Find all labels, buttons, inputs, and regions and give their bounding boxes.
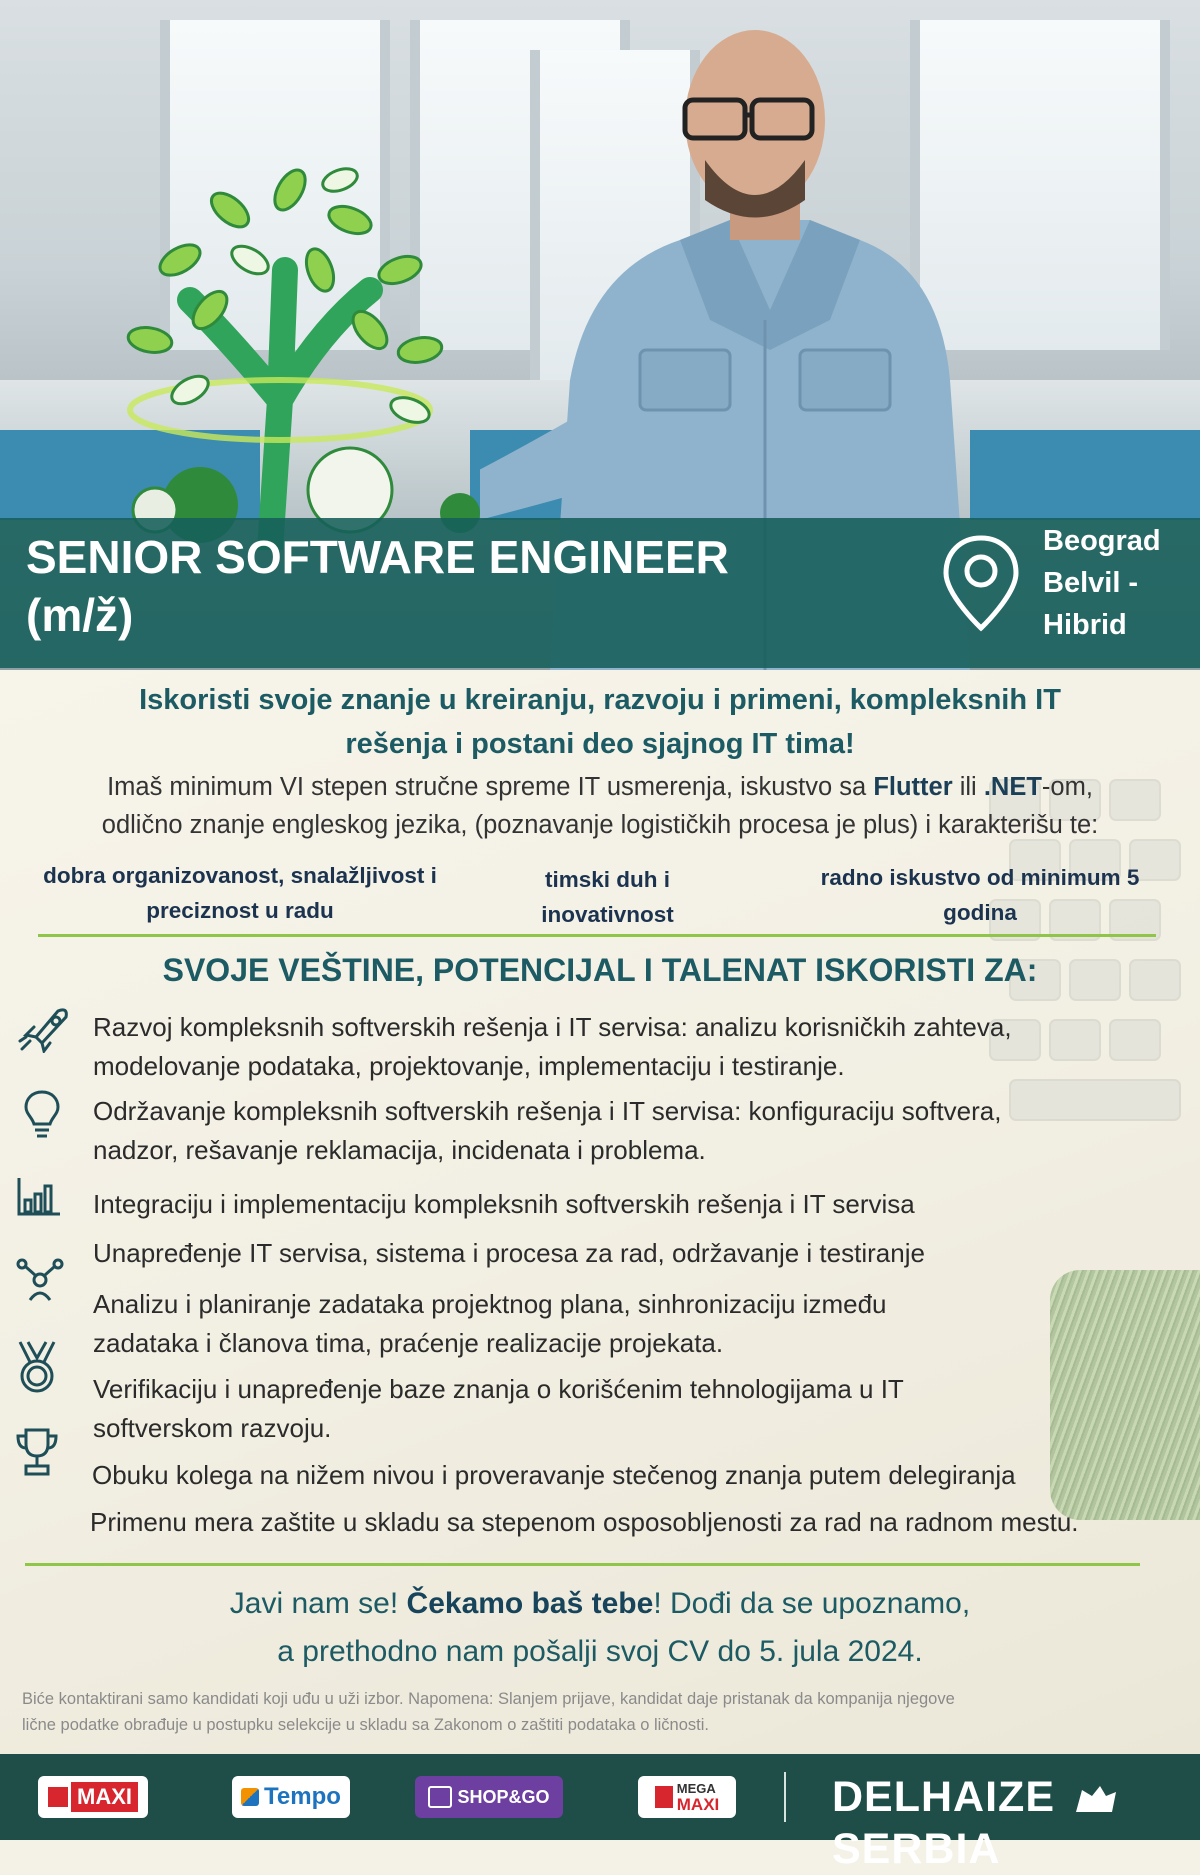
job-title-line2: (m/ž) xyxy=(26,589,134,641)
duty-line2: zadataka i članova tima, praćenje realizacije projekata. xyxy=(93,1328,724,1358)
location-pin-icon xyxy=(940,533,1022,633)
trait-line2: preciznost u radu xyxy=(146,898,334,923)
duty-line1: Razvoj kompleksnih softverskih rešenja i IT servisa: analizu korisničkih zahteva, xyxy=(93,1012,1012,1042)
intro-line1 xyxy=(20,768,1180,806)
mega-maxi-logo xyxy=(638,1776,736,1818)
delhaize-serbia-logo xyxy=(832,1771,1200,1875)
bar-chart-icon xyxy=(16,1176,62,1218)
maxi-logo-text: MAXI xyxy=(676,1795,720,1814)
trait-organization xyxy=(10,858,470,928)
note-line1: Biće kontaktirani samo kandidati koji uđu u uži izbor. Napomena: Slanjem prijave, kandidat daje pristanak da kompanija njegove xyxy=(22,1690,955,1708)
trophy-icon xyxy=(14,1426,60,1478)
trait-line1: dobra organizovanost, snalažljivost i xyxy=(43,863,437,888)
intro-part2: ili xyxy=(952,773,984,801)
duty-item-7 xyxy=(92,1456,1016,1495)
cta-line2: a prethodno nam pošalji svoj CV do 5. jula 2024. xyxy=(277,1635,923,1668)
lightbulb-icon xyxy=(22,1088,62,1140)
rocket-icon xyxy=(18,1003,72,1053)
location-line3: Hibrid xyxy=(1043,609,1127,641)
duty-item-4 xyxy=(93,1234,925,1273)
duty-line1: Verifikaciju i unapređenje baze znanja o korišćenim tehnologijama u IT xyxy=(93,1374,904,1404)
cta-bold: Čekamo baš tebe xyxy=(406,1587,654,1620)
trait-line1: timski duh i xyxy=(544,867,670,892)
team-icon xyxy=(16,1256,64,1302)
divider-line xyxy=(38,934,1156,937)
intro-part3: -om, xyxy=(1041,773,1093,801)
duty-line2: nadzor, rešavanje reklamacija, incidenata i problema. xyxy=(93,1135,706,1165)
location-line2: Belvil - xyxy=(1043,567,1139,599)
section-title: SVOJE VEŠTINE, POTENCIJAL I TALENAT ISKORISTI ZA: xyxy=(162,952,1038,988)
shopping-bag-icon xyxy=(428,1786,452,1808)
medal-icon xyxy=(14,1340,60,1394)
mega-maxi-text xyxy=(677,1781,720,1813)
duty-item-1 xyxy=(93,1008,1012,1086)
maxi-logo-text: MAXI xyxy=(71,1782,138,1812)
duty-line1: Održavanje kompleksnih softverskih rešenja i IT servisa: konfiguraciju softvera, xyxy=(93,1096,1002,1126)
duty-line1: Unapređenje IT servisa, sistema i procesa za rad, održavanje i testiranje xyxy=(93,1238,925,1268)
duty-line1: Obuku kolega na nižem nivou i proveravanje stečenog znanja putem delegiranja xyxy=(92,1460,1016,1490)
shopgo-logo-text: SHOP&GO xyxy=(457,1786,550,1807)
tempo-logo-text: Tempo xyxy=(264,1783,341,1810)
duty-line2: softverskom razvoju. xyxy=(93,1413,332,1443)
headline-line1: Iskoristi svoje znanje u kreiranju, razvoju i primeni, kompleksnih IT xyxy=(139,684,1061,716)
trait-line1: radno iskustvo od minimum 5 xyxy=(820,865,1140,890)
job-location xyxy=(1043,520,1161,646)
headline xyxy=(40,678,1160,766)
footer-divider xyxy=(784,1772,786,1822)
lion-icon xyxy=(1072,1782,1120,1818)
grass-background xyxy=(1050,1270,1200,1520)
intro-dotnet: .NET xyxy=(983,773,1042,801)
job-title xyxy=(26,528,729,644)
lion-icon xyxy=(655,1786,673,1808)
intro-flutter: Flutter xyxy=(873,773,953,801)
duty-item-5 xyxy=(93,1285,886,1363)
job-title-line1: SENIOR SOFTWARE ENGINEER xyxy=(26,531,729,583)
location-line1: Beograd xyxy=(1043,525,1161,557)
headline-line2: rešenja i postani deo sjajnog IT tima! xyxy=(345,728,855,760)
duty-line1: Analizu i planiranje zadataka projektnog plana, sinhronizaciju između xyxy=(93,1289,887,1319)
intro-text xyxy=(20,768,1180,844)
duty-item-8 xyxy=(90,1503,1079,1542)
intro-part1: Imaš minimum VI stepen stručne spreme IT usmerenja, iskustvo sa xyxy=(107,773,874,801)
duty-item-6 xyxy=(93,1370,904,1448)
serbia-text: SERBIA xyxy=(832,1825,1001,1873)
tempo-icon xyxy=(241,1788,259,1806)
trait-teamwork xyxy=(480,862,735,932)
trait-line2: godina xyxy=(943,900,1017,925)
trait-line2: inovativnost xyxy=(541,902,674,927)
lion-icon xyxy=(48,1787,68,1807)
delhaize-text: DELHAIZE xyxy=(832,1773,1055,1821)
duty-line1: Primenu mera zaštite u skladu sa stepenom osposobljenosti za rad na radnom mestu. xyxy=(90,1507,1079,1537)
tempo-logo xyxy=(232,1776,350,1818)
trait-experience xyxy=(780,860,1180,930)
cta-part2: ! Dođi da se upoznamo, xyxy=(653,1587,971,1620)
duty-item-2 xyxy=(93,1092,1001,1170)
disclaimer-note xyxy=(22,1686,1162,1738)
mega-logo-text: MEGA xyxy=(676,1781,716,1796)
duty-line2: modelovanje podataka, projektovanje, implementaciju i testiranje. xyxy=(93,1051,845,1081)
cta-line1 xyxy=(60,1580,1140,1628)
maxi-logo xyxy=(38,1776,148,1818)
note-line2: lične podatke obrađuje u postupku selekcije u skladu sa Zakonom o zaštiti podataka o ličnosti. xyxy=(22,1716,709,1734)
duty-line1: Integraciju i implementaciju kompleksnih softverskih rešenja i IT servisa xyxy=(93,1189,915,1219)
duty-item-3 xyxy=(93,1185,915,1224)
divider-line xyxy=(25,1563,1140,1566)
intro-line2: odlično znanje engleskog jezika, (poznavanje logističkih procesa je plus) i karakterišu te: xyxy=(101,811,1099,839)
cta-part1: Javi nam se! xyxy=(229,1587,407,1620)
call-to-action xyxy=(60,1580,1140,1676)
shopgo-logo xyxy=(415,1776,563,1818)
